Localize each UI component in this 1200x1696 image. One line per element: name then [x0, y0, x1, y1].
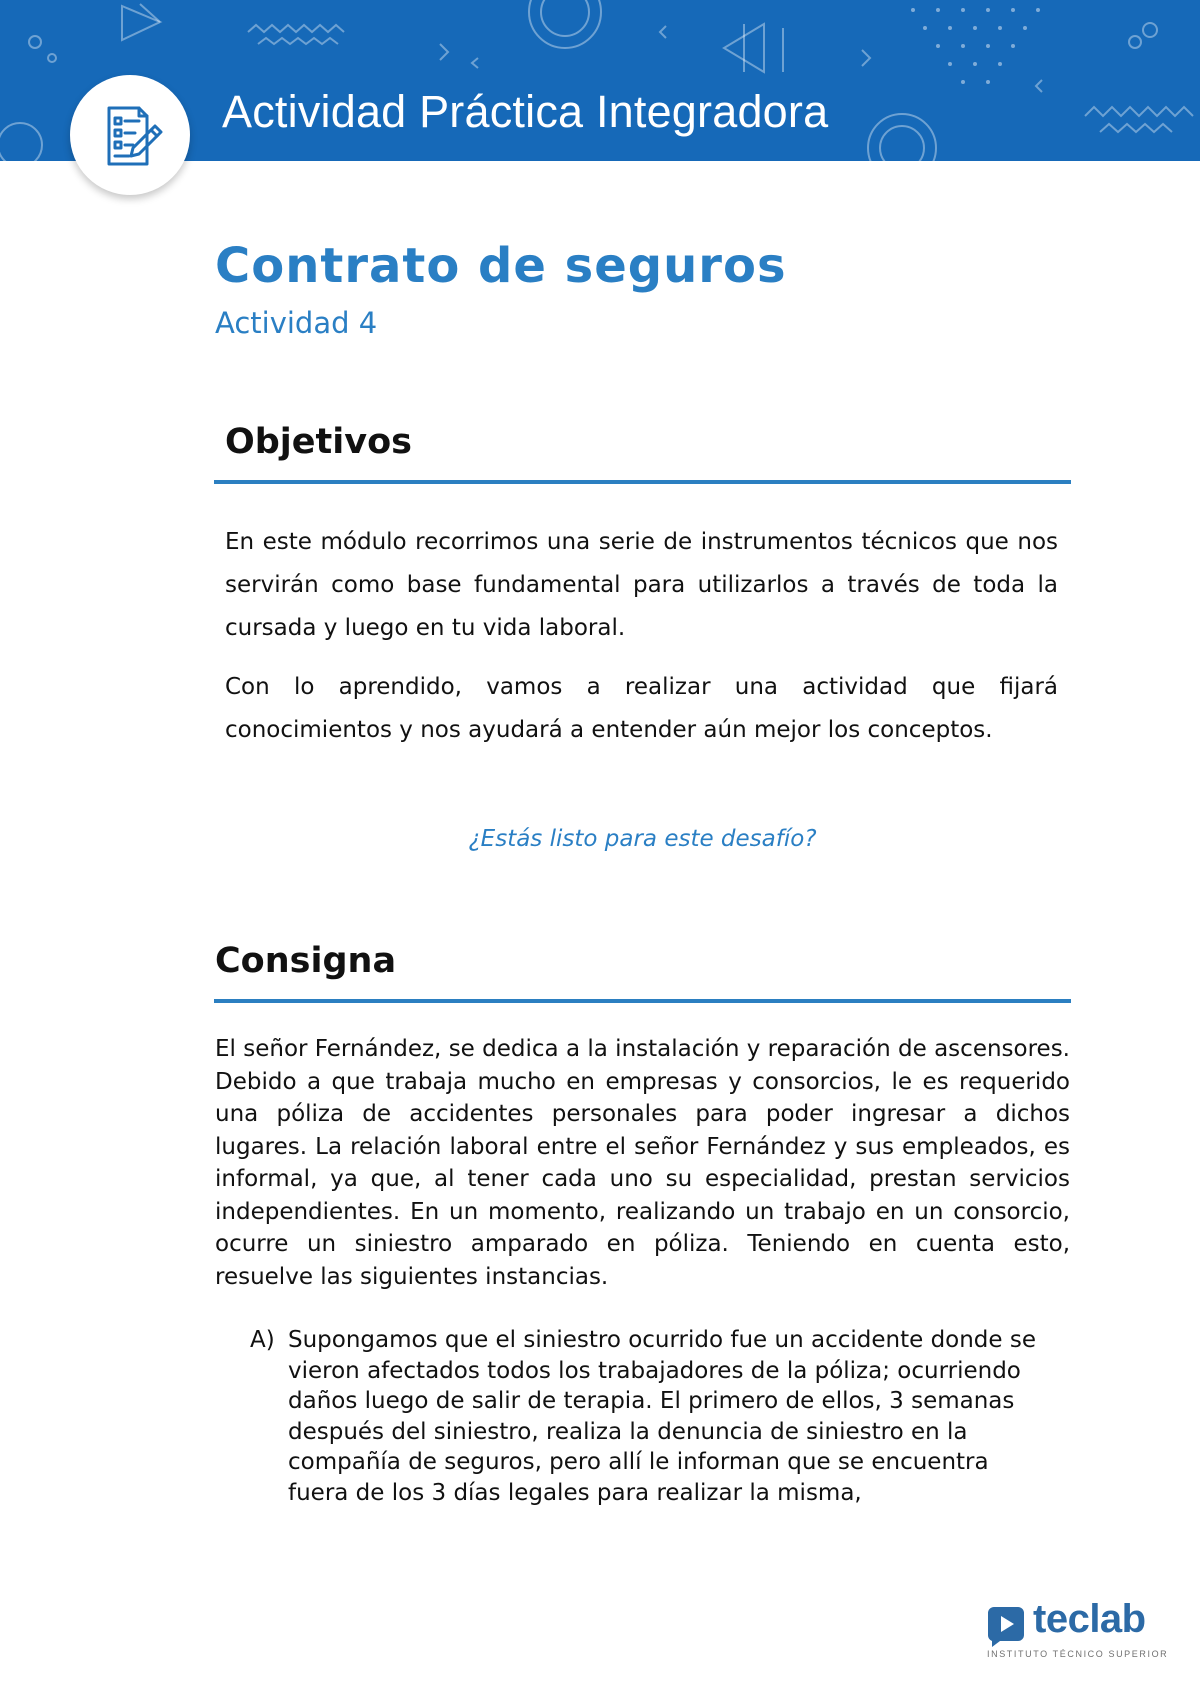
- list-item-text: Supongamos que el siniestro ocurrido fue un accidente donde se vieron afectados todos los trabajadores de la póliza; ocurriendo daños luego de salir de terapia. El primero de ellos, 3 semanas después del siniestro, realiza la denuncia de siniestro en la compañía de seguros, pero allí le informan que se encuentra fuera de los 3 días legales para realizar la misma,: [288, 1327, 1037, 1506]
- logo-wordmark: teclab: [1033, 1597, 1146, 1641]
- activity-badge: [70, 75, 190, 195]
- objetivos-paragraph-2: Con lo aprendido, vamos a realizar una actividad que fijará conocimientos y nos ayudará a entender aún mejor los conceptos.: [225, 674, 1058, 743]
- logo-tagline: INSTITUTO TÉCNICO SUPERIOR: [987, 1649, 1169, 1659]
- objetivos-paragraph-1: En este módulo recorrimos una serie de instrumentos técnicos que nos servirán como base fundamental para utilizarlos a través de toda la cursada y luego en tu vida laboral.: [225, 529, 1058, 641]
- list-item: [250, 1325, 1050, 1508]
- consigna-paragraph: El señor Fernández, se dedica a la instalación y reparación de ascensores. Debido a que trabaja mucho en empresas y consorcios, le es requerido una póliza de accidentes personales para poder ingresar a dichos lugares. La relación laboral entre el señor Fernández y sus empleados, es informal, ya que, al tener cada uno su especialidad, prestan servicios independientes. En un momento, realizando un trabajo en un consorcio, ocurre un siniestro amparado en póliza. Teniendo en cuenta esto, resuelve las siguientes instancias.: [215, 1036, 1070, 1290]
- consigna-rule: [214, 999, 1071, 1003]
- document-title: Contrato de seguros: [215, 238, 787, 294]
- list-item-letter: A): [250, 1327, 275, 1353]
- document-form-edit-icon: [95, 100, 165, 170]
- document-subtitle: Actividad 4: [215, 306, 378, 340]
- teclab-logo: [986, 1597, 1169, 1665]
- banner-title: Actividad Práctica Integradora: [222, 86, 829, 137]
- objetivos-heading: Objetivos: [225, 422, 412, 462]
- challenge-question: ¿Estás listo para este desafío?: [468, 826, 817, 852]
- objetivos-rule: [214, 480, 1071, 484]
- play-bubble-icon: [986, 1605, 1026, 1647]
- consigna-heading: Consigna: [215, 941, 397, 981]
